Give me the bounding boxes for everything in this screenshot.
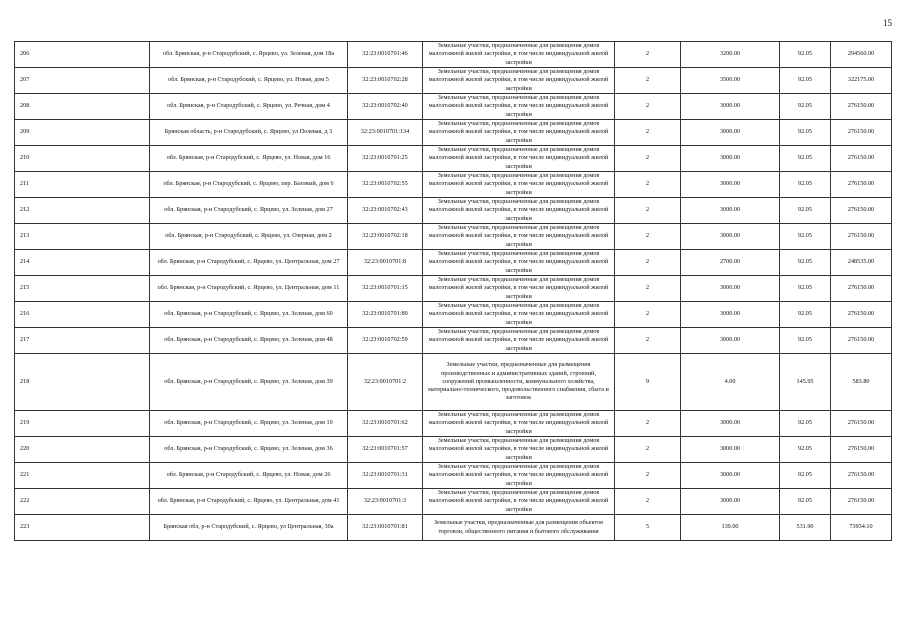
row-number-cell: 218 [15,354,150,411]
address-cell: обл. Брянская, р-н Стародубский, с. Ярцево, ул. Зеленая, дом 39 [150,354,348,411]
group-number-cell: 2 [615,146,681,172]
cadastral-value-cell: 276150.00 [831,276,892,302]
address-cell: обл. Брянская, р-н Стародубский, с. Ярцево, ул. Зеленая, дом 60 [150,302,348,328]
row-number-cell: 221 [15,463,150,489]
address-cell: обл. Брянская, р-н Стародубский, с. Ярцево, ул. Зеленая, дом 48 [150,328,348,354]
land-use-cell: Земельные участки, предназначенные для размещения домов малоэтажной жилой застройки, в том числе индивидуальной жилой застройки [423,463,615,489]
area-cell: 3000.00 [681,411,780,437]
cadastral-number-cell: 32:23:0010701:80 [348,302,423,328]
table-row [15,437,892,463]
group-number-cell: 2 [615,224,681,250]
specific-value-cell: 92.05 [780,198,831,224]
specific-value-cell: 92.05 [780,276,831,302]
group-number-cell: 2 [615,276,681,302]
specific-value-cell: 92.05 [780,224,831,250]
land-use-cell: Земельные участки, предназначенные для размещения домов малоэтажной жилой застройки, в том числе индивидуальной жилой застройки [423,276,615,302]
table-row [15,42,892,68]
table-row [15,146,892,172]
address-cell: обл. Брянская, р-н Стародубский, с. Ярцево, ул. Зеленая, дом 18а [150,42,348,68]
cadastral-value-cell: 276150.00 [831,437,892,463]
cadastral-number-cell: 32:23:0010701:81 [348,515,423,541]
cadastral-value-cell: 276150.00 [831,328,892,354]
row-number-cell: 210 [15,146,150,172]
land-use-cell: Земельные участки, предназначенные для размещения домов малоэтажной жилой застройки, в том числе индивидуальной жилой застройки [423,42,615,68]
group-number-cell: 2 [615,94,681,120]
address-cell: Брянская обл, р-н Стародубский, с. Ярцево, ул Центральная, 30а [150,515,348,541]
group-number-cell: 9 [615,354,681,411]
cadastral-number-cell: 32:23:0010702:18 [348,224,423,250]
land-use-cell: Земельные участки, предназначенные для размещения домов малоэтажной жилой застройки, в том числе индивидуальной жилой застройки [423,489,615,515]
group-number-cell: 2 [615,172,681,198]
row-number-cell: 214 [15,250,150,276]
cadastral-value-cell: 248535.00 [831,250,892,276]
address-cell: обл. Брянская, р-н Стародубский, с. Ярцево, ул. Центральная, дом 11 [150,276,348,302]
cadastral-number-cell: 32:23:0010701:25 [348,146,423,172]
table-row [15,463,892,489]
table-row [15,276,892,302]
address-cell: обл. Брянская, р-н Стародубский, с. Ярцево, ул. Зеленая, дом 27 [150,198,348,224]
specific-value-cell: 92.05 [780,146,831,172]
area-cell: 3000.00 [681,146,780,172]
group-number-cell: 2 [615,42,681,68]
cadastral-number-cell: 32:23:0010701:62 [348,411,423,437]
group-number-cell: 5 [615,515,681,541]
row-number-cell: 208 [15,94,150,120]
specific-value-cell: 92.05 [780,250,831,276]
group-number-cell: 2 [615,68,681,94]
area-cell: 2700.00 [681,250,780,276]
row-number-cell: 212 [15,198,150,224]
table-row [15,354,892,411]
area-cell: 3000.00 [681,328,780,354]
area-cell: 3000.00 [681,276,780,302]
cadastral-value-cell: 583.80 [831,354,892,411]
cadastral-number-cell: 32:23:0010701:134 [348,120,423,146]
specific-value-cell: 92.05 [780,411,831,437]
area-cell: 3000.00 [681,489,780,515]
address-cell: обл. Брянская, р-н Стародубский, с. Ярцево, ул. Центральная, дом 27 [150,250,348,276]
address-cell: Брянская область, р-н Стародубский, с. Ярцево, ул Полевая, д 3 [150,120,348,146]
area-cell: 3000.00 [681,224,780,250]
cadastral-value-cell: 276150.00 [831,146,892,172]
land-use-cell: Земельные участки, предназначенные для размещения домов малоэтажной жилой застройки, в том числе индивидуальной жилой застройки [423,328,615,354]
address-cell: обл. Брянская, р-н Стародубский, с. Ярцево, ул. Новая, дом 5 [150,68,348,94]
area-cell: 3000.00 [681,94,780,120]
cadastral-number-cell: 32:23:0010701:15 [348,276,423,302]
cadastral-value-cell: 322175.00 [831,68,892,94]
table-row [15,250,892,276]
cadastral-number-cell: 32:23:0010702:55 [348,172,423,198]
address-cell: обл. Брянская, р-н Стародубский, с. Ярцево, ул. Зеленая, дом 36 [150,437,348,463]
table-row [15,68,892,94]
page-number: 15 [883,18,892,28]
specific-value-cell: 92.05 [780,463,831,489]
specific-value-cell: 92.05 [780,437,831,463]
group-number-cell: 2 [615,489,681,515]
land-use-cell: Земельные участки, предназначенные для размещения объектов торговли, общественного питания и бытового обслуживания [423,515,615,541]
row-number-cell: 223 [15,515,150,541]
row-number-cell: 207 [15,68,150,94]
area-cell: 3000.00 [681,120,780,146]
address-cell: обл. Брянская, р-н Стародубский, с. Ярцево, ул. Центральная, дом 41 [150,489,348,515]
area-cell: 3000.00 [681,198,780,224]
table-row [15,515,892,541]
land-use-cell: Земельные участки, предназначенные для размещения домов малоэтажной жилой застройки, в том числе индивидуальной жилой застройки [423,94,615,120]
address-cell: обл. Брянская, р-н Стародубский, с. Ярцево, ул. Речная, дом 4 [150,94,348,120]
cadastral-value-cell: 276150.00 [831,94,892,120]
cadastral-value-cell: 276150.00 [831,411,892,437]
cadastral-value-cell: 276150.00 [831,172,892,198]
table-row [15,328,892,354]
cadastral-value-cell: 73934.10 [831,515,892,541]
land-use-cell: Земельные участки, предназначенные для размещения домов малоэтажной жилой застройки, в том числе индивидуальной жилой застройки [423,302,615,328]
land-use-cell: Земельные участки, предназначенные для размещения домов малоэтажной жилой застройки, в том числе индивидуальной жилой застройки [423,198,615,224]
row-number-cell: 220 [15,437,150,463]
group-number-cell: 2 [615,250,681,276]
cadastral-value-cell: 276150.00 [831,198,892,224]
specific-value-cell: 92.05 [780,302,831,328]
table-row [15,489,892,515]
cadastral-value-cell: 276150.00 [831,302,892,328]
specific-value-cell: 92.05 [780,94,831,120]
table-row [15,198,892,224]
cadastral-number-cell: 32:23:0010702:43 [348,198,423,224]
cadastral-value-cell: 276150.00 [831,463,892,489]
cadastral-value-cell: 276150.00 [831,120,892,146]
cadastral-number-cell: 32:23:0010701:57 [348,437,423,463]
land-use-cell: Земельные участки, предназначенные для размещения домов малоэтажной жилой застройки, в том числе индивидуальной жилой застройки [423,68,615,94]
land-use-cell: Земельные участки, предназначенные для размещения домов малоэтажной жилой застройки, в том числе индивидуальной жилой застройки [423,224,615,250]
area-cell: 3000.00 [681,302,780,328]
table-row [15,172,892,198]
table-row [15,411,892,437]
specific-value-cell: 92.05 [780,120,831,146]
row-number-cell: 222 [15,489,150,515]
area-cell: 139.00 [681,515,780,541]
cadastral-number-cell: 32:23:0010702:40 [348,94,423,120]
land-use-cell: Земельные участки, предназначенные для размещения домов малоэтажной жилой застройки, в том числе индивидуальной жилой застройки [423,120,615,146]
area-cell: 3000.00 [681,172,780,198]
group-number-cell: 2 [615,463,681,489]
land-use-cell: Земельные участки, предназначенные для размещения производственных и административных зданий, строений, сооружений промышленности, коммунального хозяйства, материально-технического, продовольственного снабжения, сбыта и заготовок [423,354,615,411]
group-number-cell: 2 [615,328,681,354]
table-row [15,224,892,250]
address-cell: обл. Брянская, р-н Стародубский, с. Ярцево, ул. Озерная, дом 2 [150,224,348,250]
land-use-cell: Земельные участки, предназначенные для размещения домов малоэтажной жилой застройки, в том числе индивидуальной жилой застройки [423,146,615,172]
cadastral-number-cell: 32:23:0010701:46 [348,42,423,68]
specific-value-cell: 92.05 [780,68,831,94]
row-number-cell: 206 [15,42,150,68]
area-cell: 3500.00 [681,68,780,94]
area-cell: 3000.00 [681,437,780,463]
row-number-cell: 213 [15,224,150,250]
land-use-cell: Земельные участки, предназначенные для размещения домов малоэтажной жилой застройки, в том числе индивидуальной жилой застройки [423,250,615,276]
address-cell: обл. Брянская, р-н Стародубский, с. Ярцево, ул. Новая, дом 26 [150,463,348,489]
specific-value-cell: 145.95 [780,354,831,411]
area-cell: 3000.00 [681,463,780,489]
cadastral-number-cell: 32:23:0010701:3 [348,489,423,515]
row-number-cell: 209 [15,120,150,146]
cadastral-number-cell: 32:23:0010701:2 [348,354,423,411]
table-body [15,42,892,541]
address-cell: обл. Брянская, р-н Стародубский, с. Ярцево, ул. Новая, дом 16 [150,146,348,172]
row-number-cell: 217 [15,328,150,354]
specific-value-cell: 92.05 [780,489,831,515]
cadastral-number-cell: 32:23:0010702:28 [348,68,423,94]
group-number-cell: 2 [615,198,681,224]
cadastral-value-cell: 276150.00 [831,489,892,515]
cadastral-number-cell: 32:23:0010701:31 [348,463,423,489]
row-number-cell: 211 [15,172,150,198]
address-cell: обл. Брянская, р-н Стародубский, с. Ярцево, пер. Базовый, дом 6 [150,172,348,198]
land-use-cell: Земельные участки, предназначенные для размещения домов малоэтажной жилой застройки, в том числе индивидуальной жилой застройки [423,411,615,437]
group-number-cell: 2 [615,411,681,437]
specific-value-cell: 531.90 [780,515,831,541]
specific-value-cell: 92.05 [780,172,831,198]
cadastral-value-cell: 276150.00 [831,224,892,250]
specific-value-cell: 92.05 [780,328,831,354]
group-number-cell: 2 [615,437,681,463]
row-number-cell: 216 [15,302,150,328]
table-row [15,120,892,146]
group-number-cell: 2 [615,302,681,328]
land-plots-table [14,41,892,541]
cadastral-number-cell: 32:23:0010701:8 [348,250,423,276]
specific-value-cell: 92.05 [780,42,831,68]
table-row [15,94,892,120]
land-use-cell: Земельные участки, предназначенные для размещения домов малоэтажной жилой застройки, в том числе индивидуальной жилой застройки [423,172,615,198]
group-number-cell: 2 [615,120,681,146]
area-cell: 4.00 [681,354,780,411]
cadastral-value-cell: 294560.00 [831,42,892,68]
row-number-cell: 215 [15,276,150,302]
table-row [15,302,892,328]
address-cell: обл. Брянская, р-н Стародубский, с. Ярцево, ул. Зеленая, дом 19 [150,411,348,437]
area-cell: 3200.00 [681,42,780,68]
land-use-cell: Земельные участки, предназначенные для размещения домов малоэтажной жилой застройки, в том числе индивидуальной жилой застройки [423,437,615,463]
row-number-cell: 219 [15,411,150,437]
cadastral-number-cell: 32:23:0010702:59 [348,328,423,354]
